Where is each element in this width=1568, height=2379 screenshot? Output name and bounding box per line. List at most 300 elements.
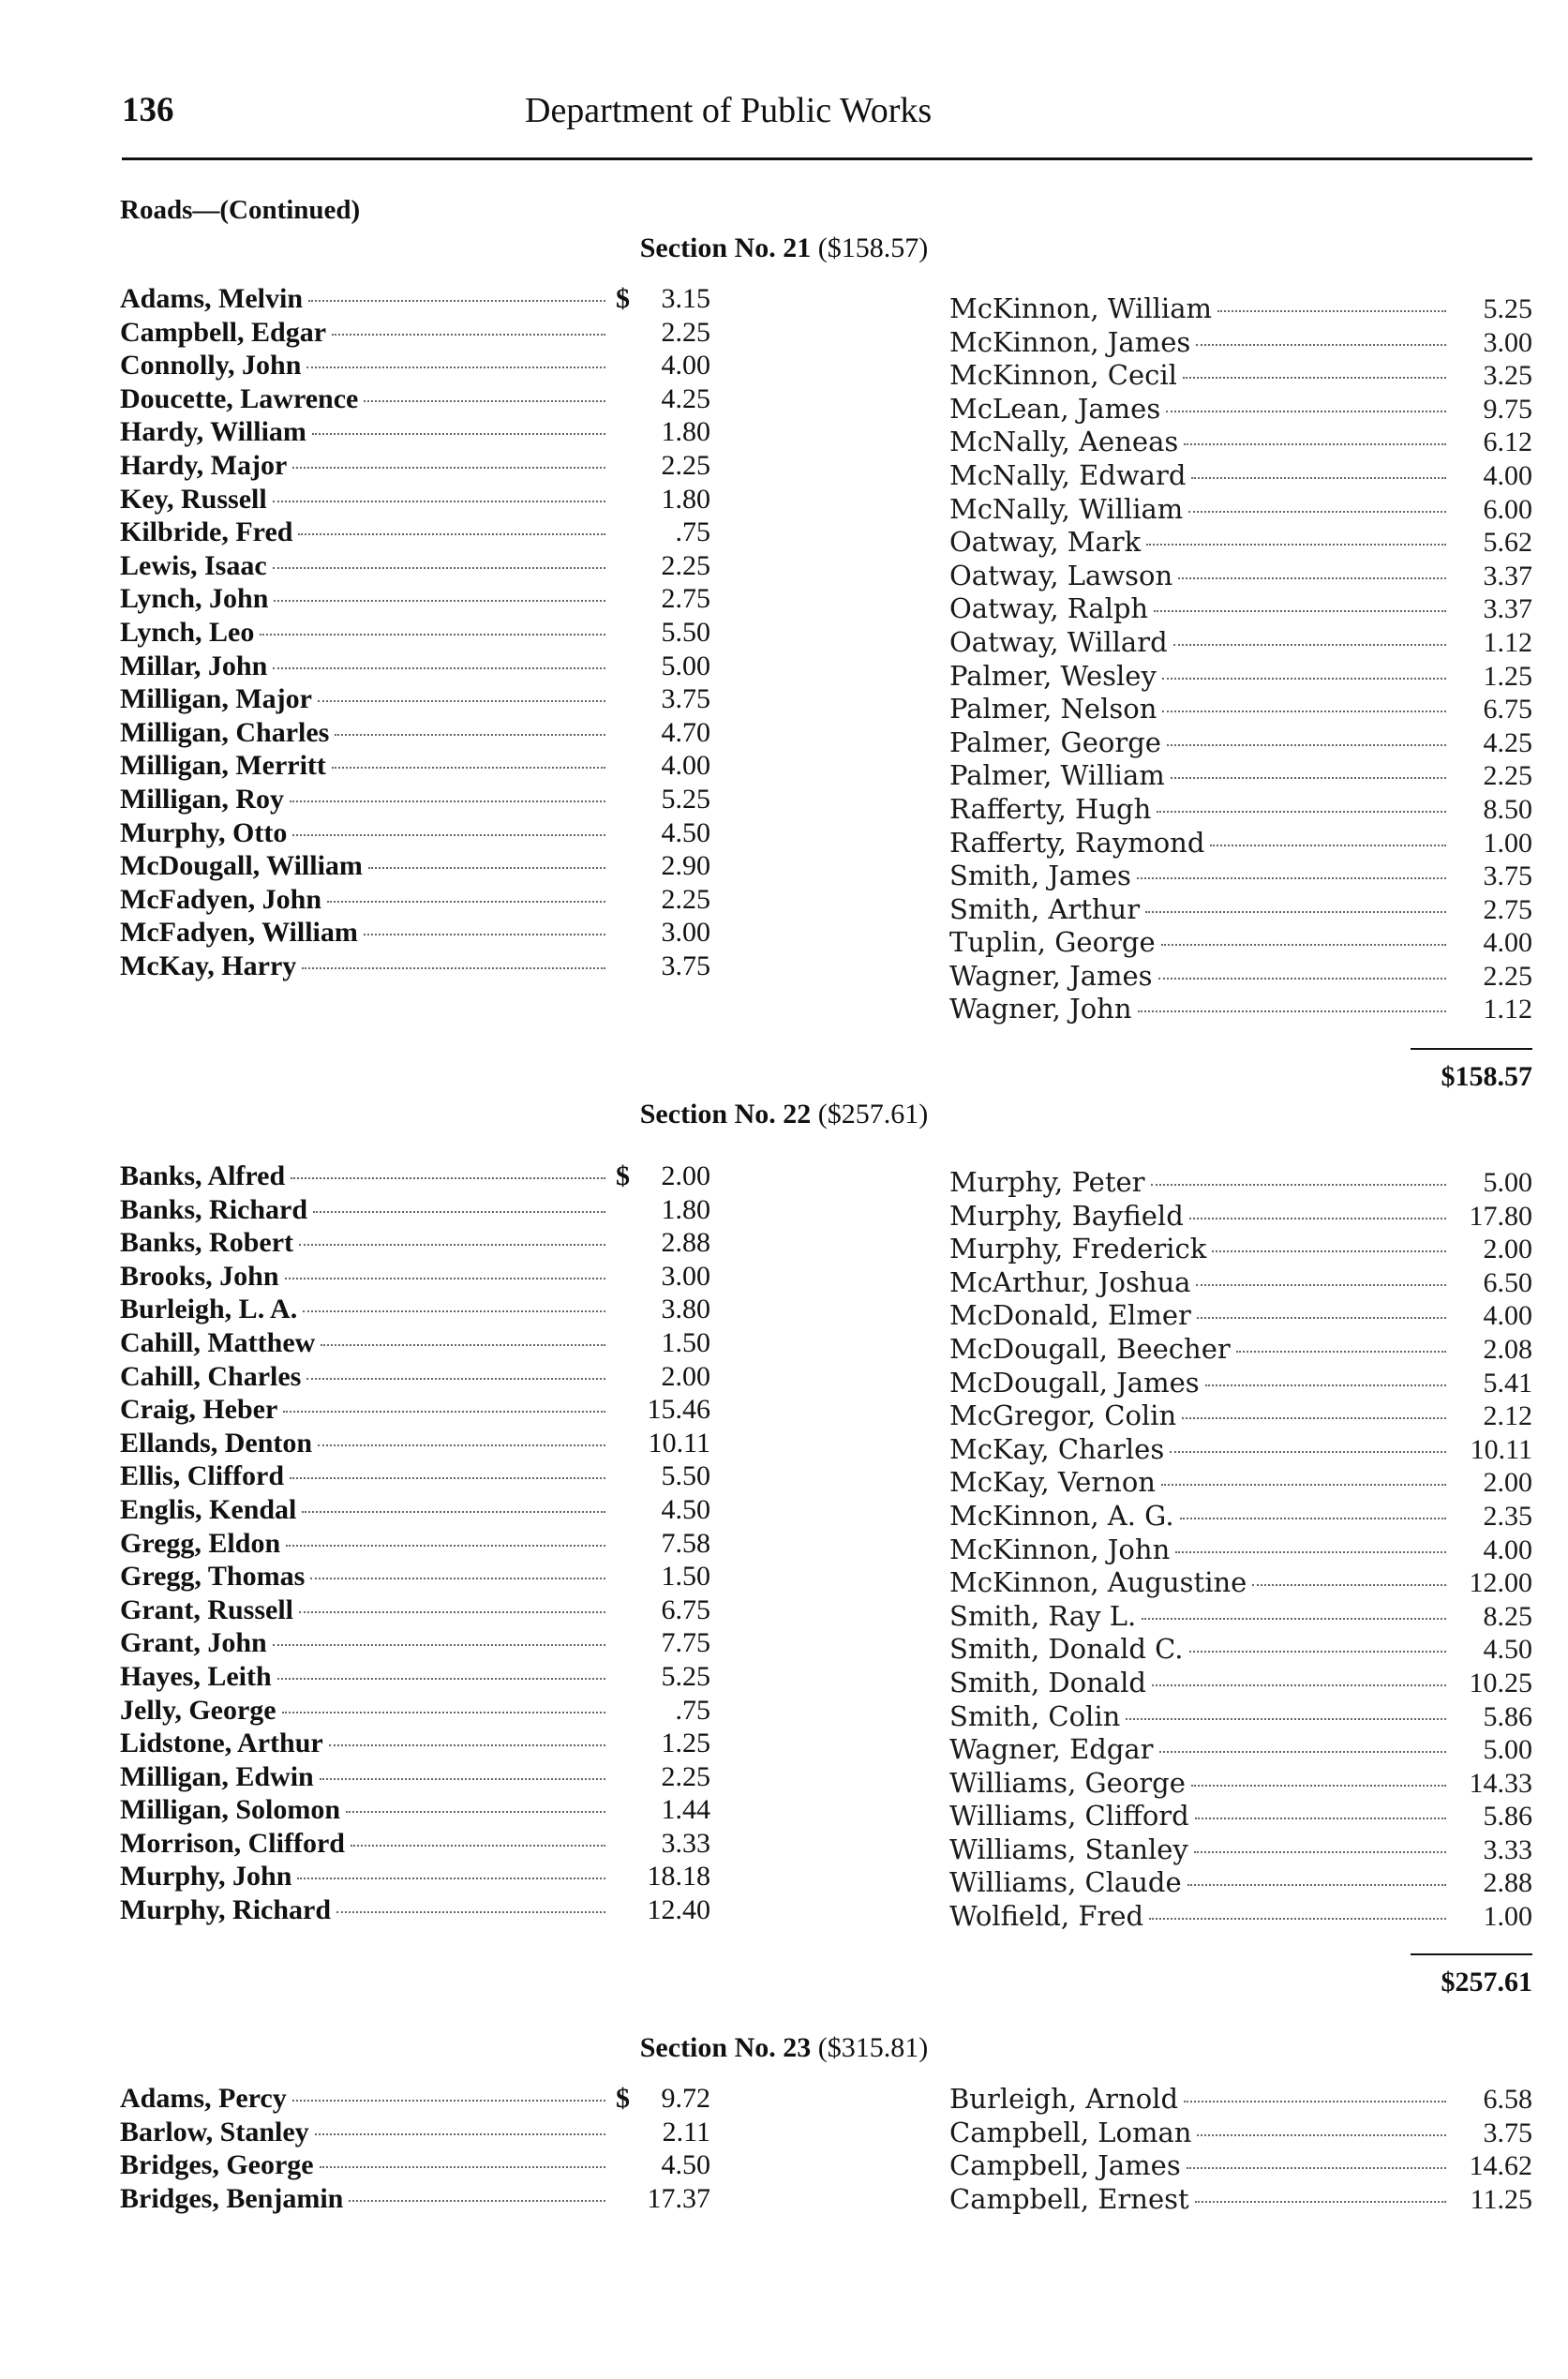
ledger-row xyxy=(949,1166,1532,1200)
payee-name: McDougall, James xyxy=(949,1366,1200,1399)
dot-leader xyxy=(1189,1218,1446,1219)
payment-amount: 4.00 xyxy=(661,750,710,782)
payee-name: Murphy, Bayfield xyxy=(949,1199,1184,1232)
ledger-row xyxy=(949,759,1532,793)
payee-name: Cahill, Matthew xyxy=(120,1326,316,1358)
payment-amount: 6.75 xyxy=(1483,694,1532,726)
ledger-row xyxy=(949,1500,1532,1534)
payment-amount: 1.80 xyxy=(661,483,710,515)
payment-amount: 2.00 xyxy=(661,1360,710,1392)
ledger-row xyxy=(120,1227,710,1261)
payee-name: McFadyen, William xyxy=(120,917,358,949)
ledger-row xyxy=(120,1460,710,1494)
payee-name: Banks, Alfred xyxy=(120,1160,286,1191)
ledger-row xyxy=(949,660,1532,694)
dot-leader xyxy=(351,1845,605,1847)
total-rule xyxy=(1411,1048,1532,1050)
ledger-row xyxy=(120,1661,710,1695)
dot-leader xyxy=(1182,1417,1446,1419)
dot-leader xyxy=(303,1310,605,1312)
payee-name: McDougall, Beecher xyxy=(949,1332,1231,1365)
payee-name: Millar, John xyxy=(120,650,268,681)
payment-amount: 4.50 xyxy=(1483,1634,1532,1666)
dot-leader xyxy=(1187,1884,1446,1886)
payee-name: Smith, Colin xyxy=(949,1699,1121,1732)
payee-name: McFadyen, John xyxy=(120,883,322,915)
payment-amount: 2.75 xyxy=(661,583,710,615)
payee-name: Milligan, Charles xyxy=(120,716,330,748)
payee-name: McDonald, Elmer xyxy=(949,1299,1191,1332)
dot-leader xyxy=(335,734,605,736)
dot-leader xyxy=(1197,1317,1446,1319)
ledger-row xyxy=(949,1566,1532,1600)
payee-name: McKinnon, James xyxy=(949,325,1191,358)
ledger-row xyxy=(120,1861,710,1894)
payment-amount: 3.37 xyxy=(1483,560,1532,591)
payee-name: Palmer, George xyxy=(949,726,1161,758)
payee-name: Milligan, Merritt xyxy=(120,750,326,782)
payment-amount: 5.25 xyxy=(661,1660,710,1692)
dot-leader xyxy=(1138,1010,1446,1012)
dot-leader xyxy=(306,367,605,368)
dot-leader xyxy=(1187,2167,1446,2169)
dot-leader xyxy=(1236,1351,1446,1353)
dot-leader xyxy=(1158,978,1446,980)
dot-leader xyxy=(1173,644,1446,646)
ledger-row xyxy=(949,1367,1532,1400)
payee-name: Smith, Arthur xyxy=(949,892,1141,925)
ledger-row xyxy=(120,516,710,550)
payee-name: McKinnon, Cecil xyxy=(949,359,1177,392)
payment-amount: 3.15 xyxy=(661,283,710,314)
payment-amount: 3.80 xyxy=(661,1294,710,1325)
dot-leader xyxy=(318,700,605,702)
payment-amount: 5.00 xyxy=(661,650,710,681)
dot-leader xyxy=(292,467,605,469)
payment-amount: 8.50 xyxy=(1483,793,1532,825)
dot-leader xyxy=(1194,1851,1446,1853)
total-rule xyxy=(1411,1953,1532,1955)
payment-amount: 3.75 xyxy=(1483,2117,1532,2148)
payment-amount: 15.46 xyxy=(647,1394,710,1426)
ledger-row xyxy=(949,1266,1532,1300)
page-title: Department of Public Works xyxy=(525,91,933,130)
dot-leader xyxy=(329,1744,605,1746)
ledger-row xyxy=(949,1333,1532,1367)
payment-amount: 9.75 xyxy=(1483,393,1532,425)
dot-leader xyxy=(286,1545,605,1547)
ledger-row xyxy=(120,850,710,884)
payee-name: McArthur, Joshua xyxy=(949,1265,1191,1298)
payee-name: McGregor, Colin xyxy=(949,1399,1177,1432)
ledger-row xyxy=(949,993,1532,1026)
ledger-row xyxy=(120,1794,710,1828)
payment-amount: 2.08 xyxy=(1483,1333,1532,1365)
payment-amount: 4.25 xyxy=(661,382,710,414)
ledger-row xyxy=(120,1594,710,1628)
ledger-row xyxy=(949,1200,1532,1234)
dot-leader xyxy=(299,1611,605,1613)
payment-amount: 1.50 xyxy=(661,1561,710,1593)
ledger-row xyxy=(120,2083,710,2117)
payment-amount: 6.58 xyxy=(1483,2084,1532,2115)
ledger-row xyxy=(949,1633,1532,1667)
ledger-row xyxy=(120,917,710,950)
payee-name: Grant, John xyxy=(120,1627,267,1659)
ledger-row xyxy=(949,726,1532,760)
payee-name: Rafferty, Raymond xyxy=(949,826,1205,859)
ledger-row xyxy=(949,926,1532,960)
payment-amount: 1.12 xyxy=(1483,994,1532,1025)
ledger-row xyxy=(949,2183,1532,2217)
payment-amount: 4.00 xyxy=(1483,459,1532,491)
section-heading: Roads—(Continued) xyxy=(120,195,361,225)
dot-leader xyxy=(1184,2101,1446,2102)
section-total: $158.57 xyxy=(1441,1061,1532,1092)
dot-leader xyxy=(299,1244,605,1246)
ledger-row xyxy=(949,592,1532,626)
payment-amount: 1.00 xyxy=(1483,1901,1532,1933)
ledger-row xyxy=(120,817,710,851)
payment-amount: 3.00 xyxy=(661,1260,710,1292)
payee-name: Williams, George xyxy=(949,1766,1186,1799)
payment-amount: 5.00 xyxy=(1483,1167,1532,1198)
payee-name: Murphy, Frederick xyxy=(949,1233,1207,1265)
ledger-row xyxy=(120,1294,710,1327)
ledger-row xyxy=(949,1800,1532,1833)
section-title xyxy=(0,2032,1568,2064)
dot-leader xyxy=(318,1444,605,1446)
ledger-row xyxy=(120,1428,710,1461)
ledger-row xyxy=(120,2117,710,2150)
ledger-row xyxy=(120,583,710,617)
page-number: 136 xyxy=(122,91,174,129)
section-22-left-list xyxy=(120,1160,710,1928)
dot-leader xyxy=(1188,511,1446,513)
payee-name: Key, Russell xyxy=(120,483,267,515)
ledger-row xyxy=(949,827,1532,860)
payment-amount: .75 xyxy=(675,1694,710,1726)
dot-leader xyxy=(285,1278,605,1279)
dot-leader xyxy=(273,567,605,569)
dollar-sign: $ xyxy=(616,2083,630,2114)
ledger-row xyxy=(949,359,1532,393)
payee-name: Ellands, Denton xyxy=(120,1427,313,1459)
payee-name: Englis, Kendal xyxy=(120,1493,297,1525)
dot-leader xyxy=(364,934,605,935)
payment-amount: 4.00 xyxy=(1483,1300,1532,1332)
payee-name: Campbell, James xyxy=(949,2149,1181,2182)
payment-amount: 2.00 xyxy=(1483,1467,1532,1499)
dot-leader xyxy=(320,1778,605,1780)
ledger-row xyxy=(120,1361,710,1395)
dot-leader xyxy=(1178,577,1446,579)
payee-name: McKay, Harry xyxy=(120,950,297,981)
section-21-right-list xyxy=(949,292,1532,1026)
ledger-row xyxy=(949,793,1532,827)
ledger-row xyxy=(120,1561,710,1594)
payment-amount: 3.00 xyxy=(1483,326,1532,358)
payee-name: Campbell, Ernest xyxy=(949,2182,1189,2215)
payee-name: Burleigh, Arnold xyxy=(949,2083,1179,2115)
payment-amount: 1.12 xyxy=(1483,626,1532,658)
ledger-row xyxy=(949,1299,1532,1333)
dot-leader xyxy=(273,1644,605,1646)
payment-amount: 4.50 xyxy=(661,1493,710,1525)
payment-amount: 1.80 xyxy=(661,416,710,448)
ledger-row xyxy=(120,1160,710,1194)
payee-name: Oatway, Willard xyxy=(949,625,1168,658)
ledger-row xyxy=(120,283,710,317)
payee-name: Wagner, James xyxy=(949,959,1153,992)
payment-amount: 1.25 xyxy=(1483,660,1532,692)
ledger-row xyxy=(120,1494,710,1528)
section-23-left-list xyxy=(120,2083,710,2216)
payment-amount: 3.33 xyxy=(661,1827,710,1859)
payee-name: Tuplin, George xyxy=(949,926,1156,959)
payee-name: Connolly, John xyxy=(120,350,302,382)
payee-name: Bridges, Benjamin xyxy=(120,2182,344,2214)
dot-leader xyxy=(1166,411,1446,412)
payment-amount: 6.50 xyxy=(1483,1266,1532,1298)
payment-amount: 2.25 xyxy=(1483,760,1532,792)
dot-leader xyxy=(1149,1918,1446,1920)
section-title xyxy=(0,232,1568,264)
ledger-row xyxy=(949,1233,1532,1266)
dot-leader xyxy=(1196,344,1446,346)
payment-amount: 6.12 xyxy=(1483,426,1532,458)
payment-amount: 8.25 xyxy=(1483,1600,1532,1632)
dot-leader xyxy=(346,1811,605,1813)
payee-name: Murphy, Otto xyxy=(120,816,288,848)
payee-name: Smith, Donald xyxy=(949,1666,1146,1698)
dot-leader xyxy=(1210,845,1446,846)
ledger-row xyxy=(120,1761,710,1795)
dot-leader xyxy=(274,600,605,602)
ledger-row xyxy=(949,960,1532,994)
dollar-sign: $ xyxy=(616,283,630,314)
payment-amount: 10.11 xyxy=(648,1427,710,1459)
payment-amount: 14.33 xyxy=(1469,1767,1532,1799)
dot-leader xyxy=(313,1211,605,1213)
ledger-row xyxy=(120,1327,710,1361)
payee-name: Hardy, William xyxy=(120,416,306,448)
dot-leader xyxy=(306,1378,605,1380)
dot-leader xyxy=(290,800,605,802)
payment-amount: 5.25 xyxy=(1483,293,1532,324)
payment-amount: 2.12 xyxy=(1483,1400,1532,1432)
payment-amount: 1.25 xyxy=(661,1728,710,1759)
payee-name: Hayes, Leith xyxy=(120,1660,272,1692)
ledger-row xyxy=(949,1866,1532,1900)
payment-amount: 3.75 xyxy=(661,683,710,715)
payment-amount: .75 xyxy=(675,516,710,548)
payment-amount: 2.75 xyxy=(1483,893,1532,925)
ledger-row xyxy=(120,884,710,918)
payee-name: Burleigh, L. A. xyxy=(120,1294,298,1325)
ledger-row xyxy=(949,1833,1532,1867)
section-label: Section No. 21 xyxy=(639,232,812,263)
payment-amount: 2.90 xyxy=(661,850,710,882)
section-label: Section No. 23 xyxy=(639,2032,812,2063)
dot-leader xyxy=(1157,811,1446,813)
payment-amount: 10.11 xyxy=(1470,1433,1532,1465)
payment-amount: 1.00 xyxy=(1483,827,1532,859)
payment-amount: 14.62 xyxy=(1469,2150,1532,2182)
ledger-row xyxy=(949,1433,1532,1467)
payment-amount: 2.25 xyxy=(661,316,710,348)
payee-name: Williams, Stanley xyxy=(949,1833,1188,1865)
dot-leader xyxy=(1167,744,1446,746)
payee-name: McKinnon, John xyxy=(949,1533,1171,1565)
dot-leader xyxy=(1142,1618,1446,1620)
ledger-row xyxy=(120,1261,710,1294)
payment-amount: 4.00 xyxy=(1483,1534,1532,1565)
dot-leader xyxy=(368,867,605,869)
dot-leader xyxy=(297,1878,605,1879)
ledger-row xyxy=(120,1828,710,1862)
ledger-row xyxy=(120,1194,710,1228)
dollar-sign: $ xyxy=(616,1160,630,1191)
dot-leader xyxy=(260,634,605,636)
ledger-row xyxy=(949,1600,1532,1634)
payment-amount: 5.62 xyxy=(1483,527,1532,559)
ledger-row xyxy=(949,626,1532,660)
payee-name: Lidstone, Arthur xyxy=(120,1728,323,1759)
payment-amount: 2.00 xyxy=(661,1160,710,1191)
ledger-row xyxy=(949,860,1532,893)
dot-leader xyxy=(290,1477,605,1479)
payment-amount: 5.41 xyxy=(1483,1367,1532,1399)
dot-leader xyxy=(1159,1751,1446,1753)
payee-name: Williams, Claude xyxy=(949,1866,1182,1899)
payment-amount: 1.80 xyxy=(661,1193,710,1225)
dot-leader xyxy=(1170,1451,1446,1453)
dot-leader xyxy=(332,767,605,769)
payment-amount: 5.50 xyxy=(661,616,710,648)
dot-leader xyxy=(291,1177,605,1179)
payee-name: Barlow, Stanley xyxy=(120,2116,309,2147)
dot-leader xyxy=(1197,2134,1446,2136)
ledger-row xyxy=(120,1894,710,1928)
section-amount: ($257.61) xyxy=(817,1099,929,1130)
ledger-row xyxy=(949,560,1532,593)
payee-name: McLean, James xyxy=(949,392,1161,425)
payee-name: Gregg, Eldon xyxy=(120,1527,281,1559)
ledger-row xyxy=(120,317,710,351)
payment-amount: 5.86 xyxy=(1483,1801,1532,1833)
payee-name: McKinnon, A. G. xyxy=(949,1499,1174,1532)
dot-leader xyxy=(1183,377,1446,379)
payment-amount: 4.00 xyxy=(661,350,710,382)
payment-amount: 5.50 xyxy=(661,1460,710,1492)
payment-amount: 3.33 xyxy=(1483,1833,1532,1865)
ledger-row xyxy=(120,1728,710,1761)
dot-leader xyxy=(336,1911,605,1913)
ledger-row xyxy=(120,350,710,383)
dot-leader xyxy=(364,400,605,402)
dot-leader xyxy=(1217,310,1446,312)
payee-name: Hardy, Major xyxy=(120,449,288,481)
dot-leader xyxy=(292,2100,605,2102)
ledger-row xyxy=(949,493,1532,527)
ledger-row xyxy=(120,683,710,717)
payee-name: Adams, Melvin xyxy=(120,283,303,314)
payment-amount: 18.18 xyxy=(647,1861,710,1893)
dot-leader xyxy=(298,533,605,535)
ledger-row xyxy=(949,526,1532,560)
ledger-row xyxy=(120,1695,710,1728)
dot-leader xyxy=(273,667,605,669)
payee-name: Smith, Donald C. xyxy=(949,1633,1184,1666)
payee-name: Murphy, Peter xyxy=(949,1166,1145,1198)
ledger-row xyxy=(120,550,710,584)
ledger-row xyxy=(120,717,710,751)
dot-leader xyxy=(1126,1718,1446,1720)
dot-leader xyxy=(1195,2201,1446,2203)
payment-amount: 2.88 xyxy=(661,1227,710,1259)
payee-name: Jelly, George xyxy=(120,1694,276,1726)
ledger-row xyxy=(120,784,710,817)
ledger-row xyxy=(949,1700,1532,1734)
payee-name: Milligan, Edwin xyxy=(120,1760,314,1792)
payment-amount: 5.00 xyxy=(1483,1734,1532,1766)
payment-amount: 7.75 xyxy=(661,1627,710,1659)
payee-name: Lewis, Isaac xyxy=(120,549,267,581)
dot-leader xyxy=(310,1578,605,1579)
ledger-row xyxy=(949,2117,1532,2150)
section-total: $257.61 xyxy=(1441,1967,1532,1997)
payment-amount: 2.25 xyxy=(661,549,710,581)
payee-name: Campbell, Edgar xyxy=(120,316,327,348)
ledger-row xyxy=(949,326,1532,360)
dot-leader xyxy=(1151,1184,1447,1186)
dot-leader xyxy=(283,1411,605,1413)
payment-amount: 17.37 xyxy=(647,2182,710,2214)
ledger-row xyxy=(949,1399,1532,1433)
payment-amount: 11.25 xyxy=(1470,2183,1532,2215)
ledger-row xyxy=(949,1667,1532,1700)
ledger-row xyxy=(949,393,1532,426)
payment-amount: 4.50 xyxy=(661,816,710,848)
payee-name: Doucette, Lawrence xyxy=(120,382,359,414)
section-22-right-list xyxy=(949,1166,1532,1934)
dot-leader xyxy=(315,2133,605,2135)
dot-leader xyxy=(277,1678,605,1680)
payee-name: Craig, Heber xyxy=(120,1394,278,1426)
payment-amount: 1.50 xyxy=(661,1326,710,1358)
ledger-row xyxy=(949,1733,1532,1767)
payee-name: McDougall, William xyxy=(120,850,363,882)
dot-leader xyxy=(1137,877,1446,879)
dot-leader xyxy=(1212,1250,1446,1252)
ledger-row xyxy=(120,950,710,984)
payee-name: Smith, Ray L. xyxy=(949,1599,1137,1632)
payee-name: McNally, Aeneas xyxy=(949,426,1179,458)
payment-amount: 2.00 xyxy=(1483,1234,1532,1265)
dot-leader xyxy=(1252,1584,1446,1586)
payment-amount: 9.72 xyxy=(661,2083,710,2114)
payee-name: McNally, William xyxy=(949,492,1184,525)
dot-leader xyxy=(349,2200,605,2202)
payee-name: Murphy, Richard xyxy=(120,1894,332,1926)
payee-name: Oatway, Ralph xyxy=(949,592,1149,625)
ledger-row xyxy=(120,383,710,417)
payment-amount: 2.88 xyxy=(1483,1867,1532,1899)
payee-name: Milligan, Major xyxy=(120,683,312,715)
payee-name: Palmer, William xyxy=(949,759,1165,792)
payment-amount: 2.25 xyxy=(661,883,710,915)
